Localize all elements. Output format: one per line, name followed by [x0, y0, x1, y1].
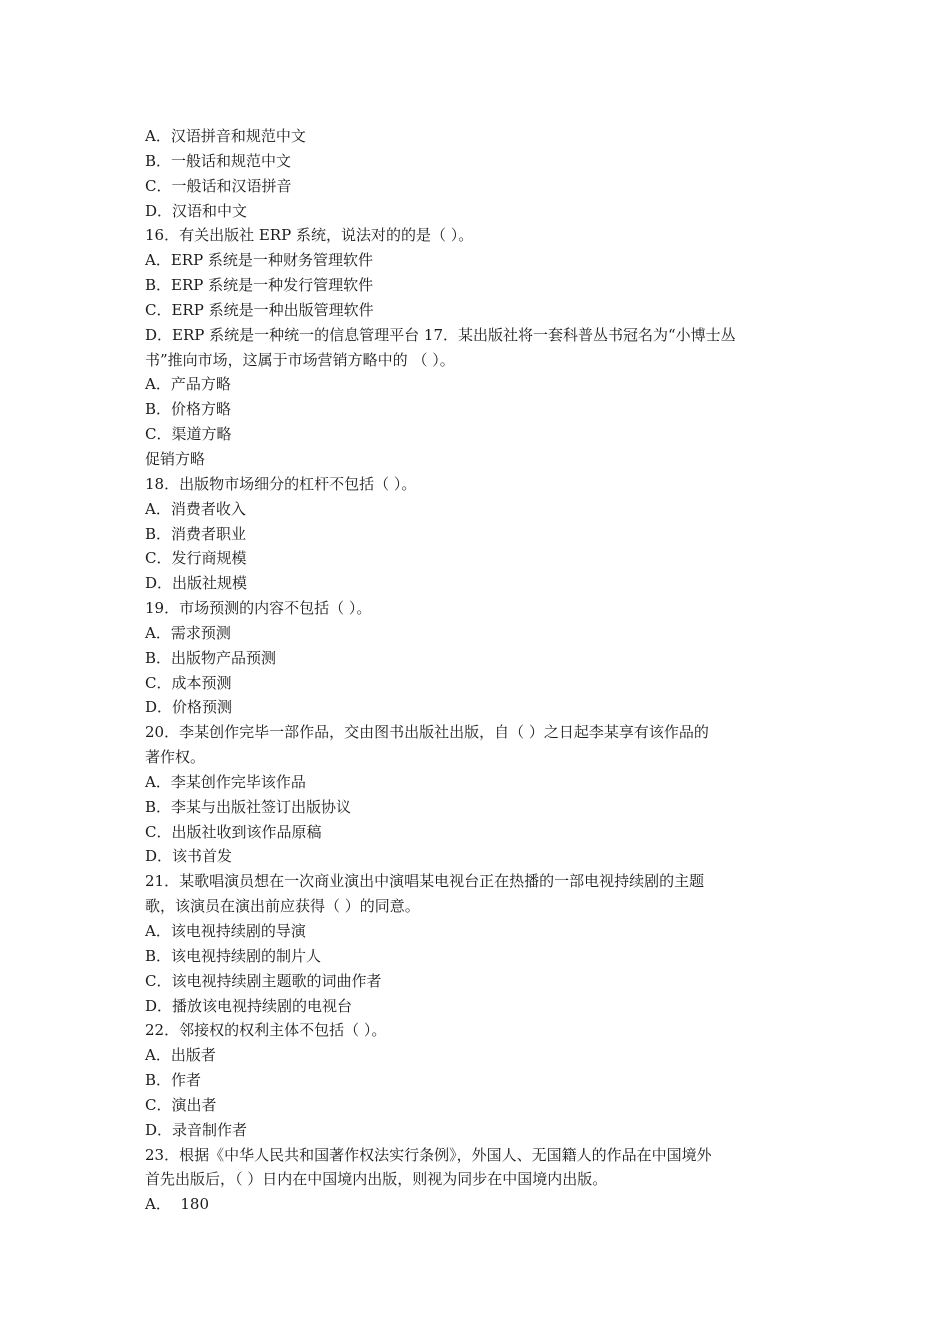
- text-line: C．一般话和汉语拼音: [145, 176, 292, 195]
- document-body: [145, 124, 815, 1217]
- question-line: 19．市场预测的内容不包括（ ）。: [145, 599, 372, 618]
- text-line: A．需求预测: [145, 623, 231, 642]
- text-line: C．成本预测: [145, 673, 232, 692]
- text-line: A．汉语拼音和规范中文: [145, 127, 306, 145]
- text-line: 著作权。: [145, 748, 206, 767]
- text-line: B．出版物产品预测: [145, 648, 277, 667]
- text-line: 促销方略: [145, 449, 206, 468]
- text-line: A．李某创作完毕该作品: [145, 772, 306, 791]
- text-line: A．该电视持续剧的导演: [145, 922, 306, 940]
- text-line: B．李某与出版社签订出版协议: [145, 797, 352, 816]
- text-line: D．出版社规模: [145, 574, 248, 593]
- text-line: B．作者: [145, 1071, 202, 1090]
- text-line: 书”推向市场，这属于市场营销方略中的 （ ）。: [145, 350, 455, 369]
- question-line: 18．出版物市场细分的杠杆不包括（ ）。: [145, 474, 417, 493]
- text-line: C．出版社收到该作品原稿: [145, 822, 322, 841]
- text-line: 歌，该演员在演出前应获得（ ）的同意。: [145, 897, 420, 916]
- text-line: B．价格方略: [145, 400, 232, 419]
- text-line: D．ERP 系统是一种统一的信息管理平台 17．某出版社将一套科普丛书冠名为“小博士丛: [145, 325, 736, 344]
- question-line: 22．邻接权的权利主体不包括（ ）。: [145, 1021, 387, 1040]
- text-line: C．ERP 系统是一种出版管理软件: [145, 300, 374, 319]
- text-line: C．渠道方略: [145, 425, 232, 444]
- text-line: B．消费者职业: [145, 524, 247, 543]
- question-line: 20．李某创作完毕一部作品，交由图书出版社出版，自（ ）之日起李某享有该作品的: [145, 723, 709, 742]
- text-line: C．发行商规模: [145, 549, 247, 568]
- text-line: A．出版者: [145, 1046, 216, 1065]
- text-line: C．演出者: [145, 1095, 217, 1114]
- text-line: B．该电视持续剧的制片人: [145, 946, 322, 965]
- text-line: A．ERP 系统是一种财务管理软件: [145, 251, 373, 270]
- text-line: A． 180: [145, 1195, 209, 1214]
- text-line: A．产品方略: [145, 375, 231, 394]
- text-line: D．该书首发: [145, 847, 233, 866]
- text-line: B．一般话和规范中文: [145, 151, 292, 170]
- text-line: D．播放该电视持续剧的电视台: [145, 996, 353, 1015]
- text-line: 首先出版后，（ ）日内在中国境内出版，则视为同步在中国境内出版。: [145, 1170, 608, 1189]
- question-line: 16．有关出版社 ERP 系统，说法对的的是（ ）。: [145, 226, 474, 245]
- question-line: 23．根据《中华人民共和国著作权法实行条例》，外国人、无国籍人的作品在中国境外: [145, 1145, 712, 1164]
- question-line: 21．某歌唱演员想在一次商业演出中演唱某电视台正在热播的一部电视持续剧的主题: [145, 872, 705, 891]
- text-line: D．汉语和中文: [145, 201, 248, 220]
- text-line: B．ERP 系统是一种发行管理软件: [145, 276, 374, 295]
- text-line: D．录音制作者: [145, 1120, 248, 1139]
- text-line: C．该电视持续剧主题歌的词曲作者: [145, 971, 382, 990]
- text-line: D．价格预测: [145, 698, 233, 717]
- text-line: A．消费者收入: [145, 499, 246, 518]
